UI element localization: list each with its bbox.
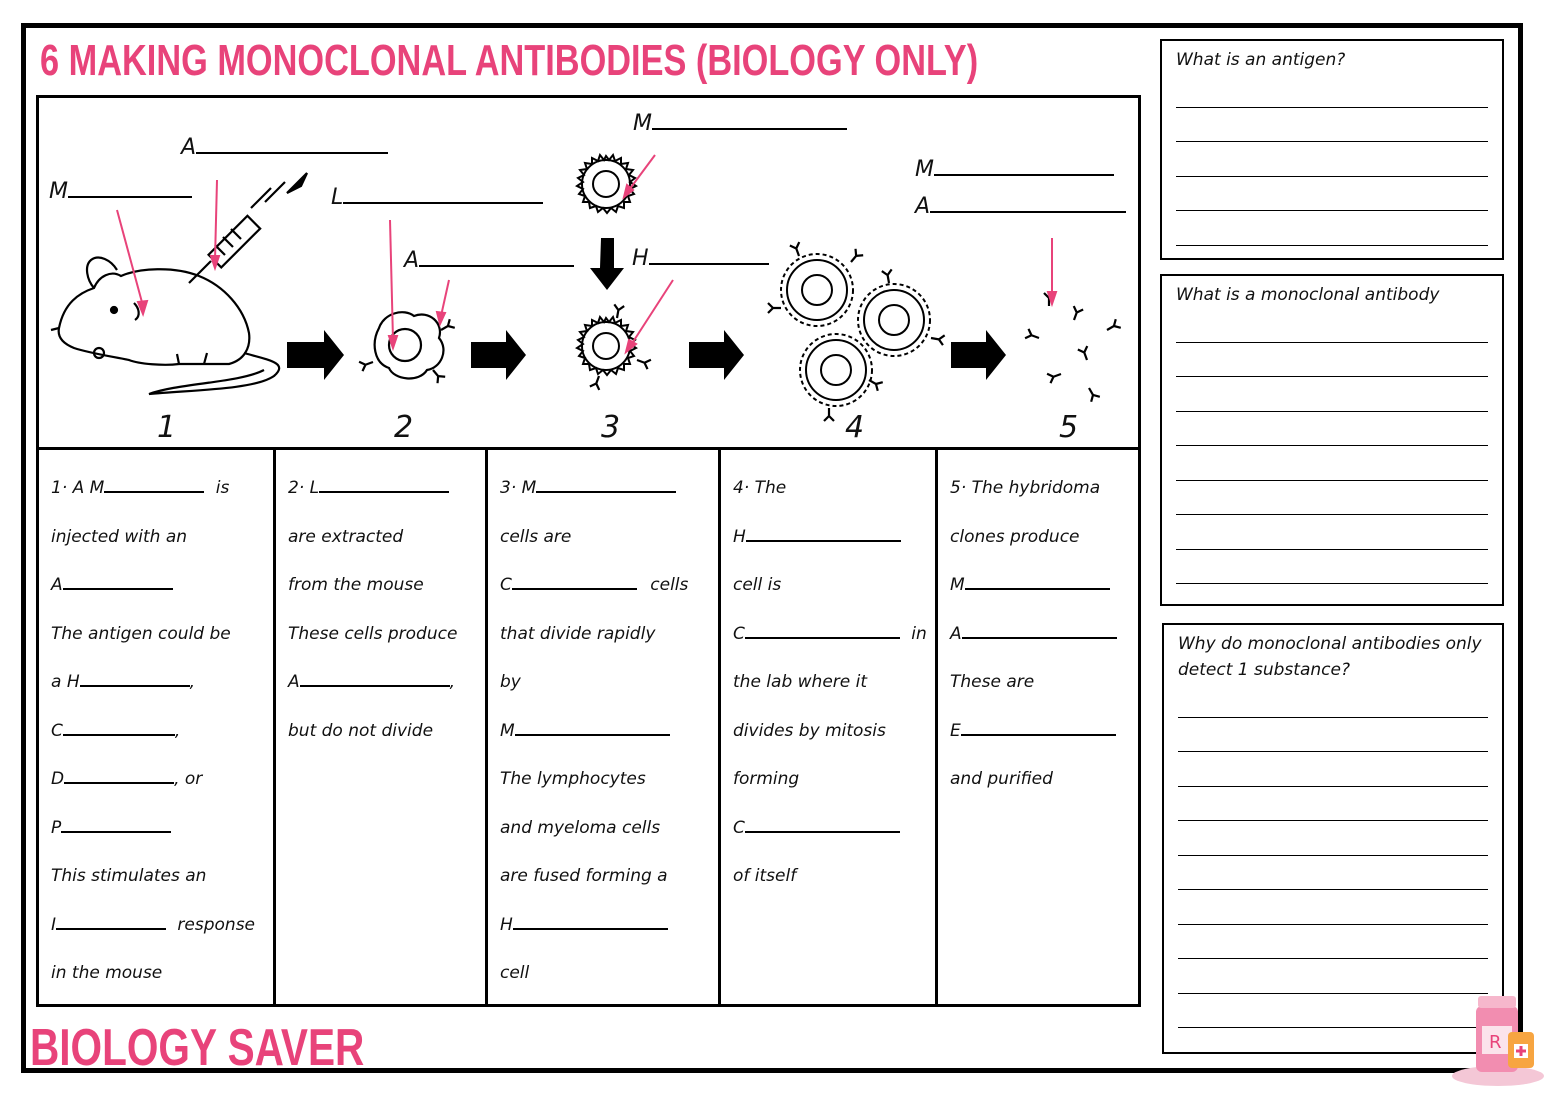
answer-line[interactable]	[1178, 890, 1488, 925]
brand-logo: BIOLOGY SAVER	[30, 1019, 365, 1077]
answer-line[interactable]	[1176, 108, 1488, 143]
mouse-icon	[51, 258, 279, 394]
answer-line[interactable]	[1178, 856, 1488, 891]
answer-line[interactable]	[1176, 142, 1488, 177]
step-2-text: 2· L are extracted from the mouse These cells produce A , but do not divide	[276, 450, 488, 1004]
label-monoclonal: M	[915, 154, 1114, 182]
svg-text:R: R	[1489, 1032, 1502, 1053]
answer-line[interactable]	[1176, 343, 1488, 378]
label-mouse: M	[49, 176, 192, 204]
step-4-text: 4· The H cell is C in the lab where it divides by mitosis forming C of itself	[721, 450, 938, 1004]
label-lymphocytes: L	[331, 182, 543, 210]
clone-cluster-icon	[768, 242, 945, 421]
step-3-text: 3· M cells are C cells that divide rapidly by M The lymphocytes and myeloma cells are fused forming a H cell	[488, 450, 721, 1004]
step-number: 4	[845, 410, 865, 445]
medicine-icon	[1448, 992, 1548, 1088]
answer-line[interactable]	[1176, 515, 1488, 550]
step-number: 2	[394, 410, 414, 445]
arrow-down-icon	[590, 238, 624, 290]
step-1-text: 1· A M is injected with an A The antigen could be a H , C , D , or P This stimulates an I response in the mouse	[39, 450, 276, 1004]
answer-line[interactable]	[1176, 412, 1488, 447]
step-number: 1	[157, 410, 177, 445]
answer-line[interactable]	[1178, 994, 1488, 1029]
answer-line[interactable]	[1176, 177, 1488, 212]
answer-line[interactable]	[1176, 446, 1488, 481]
answer-line[interactable]	[1176, 481, 1488, 516]
step-descriptions	[36, 447, 1141, 1007]
answer-line[interactable]	[1178, 752, 1488, 787]
label-antibodies: A	[915, 191, 1126, 219]
step-number: 3	[601, 410, 621, 445]
arrow-right-icon	[951, 330, 1006, 380]
label-myeloma: M	[633, 108, 847, 136]
label-antigen: A	[181, 132, 388, 160]
pointer-arrows	[117, 155, 1056, 352]
arrow-right-icon	[287, 330, 344, 380]
process-diagram	[36, 95, 1141, 447]
answer-line[interactable]	[1176, 308, 1488, 343]
step-5-text: 5· The hybridoma clones produce M A These are E and purified	[938, 450, 1138, 1004]
answer-line[interactable]	[1176, 211, 1488, 246]
question-antigen: What is an antigen?	[1160, 39, 1504, 260]
answer-line[interactable]	[1178, 718, 1488, 753]
label-hybridoma: H	[632, 243, 769, 271]
answer-line[interactable]	[1178, 821, 1488, 856]
question-specificity: Why do monoclonal antibodies only detect 1 substance?	[1162, 623, 1504, 1054]
label-antibody: A	[404, 245, 574, 273]
answer-line[interactable]	[1178, 959, 1488, 994]
answer-line[interactable]	[1176, 550, 1488, 585]
step-number: 5	[1059, 410, 1079, 445]
arrow-right-icon	[689, 330, 744, 380]
syringe-icon	[189, 173, 307, 283]
page-title: 6 MAKING MONOCLONAL ANTIBODIES (BIOLOGY ONLY)	[40, 36, 979, 85]
answer-line[interactable]	[1178, 787, 1488, 822]
hybridoma-cell-icon	[577, 304, 651, 390]
answer-line[interactable]	[1176, 73, 1488, 108]
answer-line[interactable]	[1178, 683, 1488, 718]
question-monoclonal: What is a monoclonal antibody	[1160, 274, 1504, 606]
arrow-right-icon	[471, 330, 526, 380]
answer-line[interactable]	[1178, 925, 1488, 960]
answer-line[interactable]	[1176, 377, 1488, 412]
antibodies-icon	[1025, 293, 1121, 402]
